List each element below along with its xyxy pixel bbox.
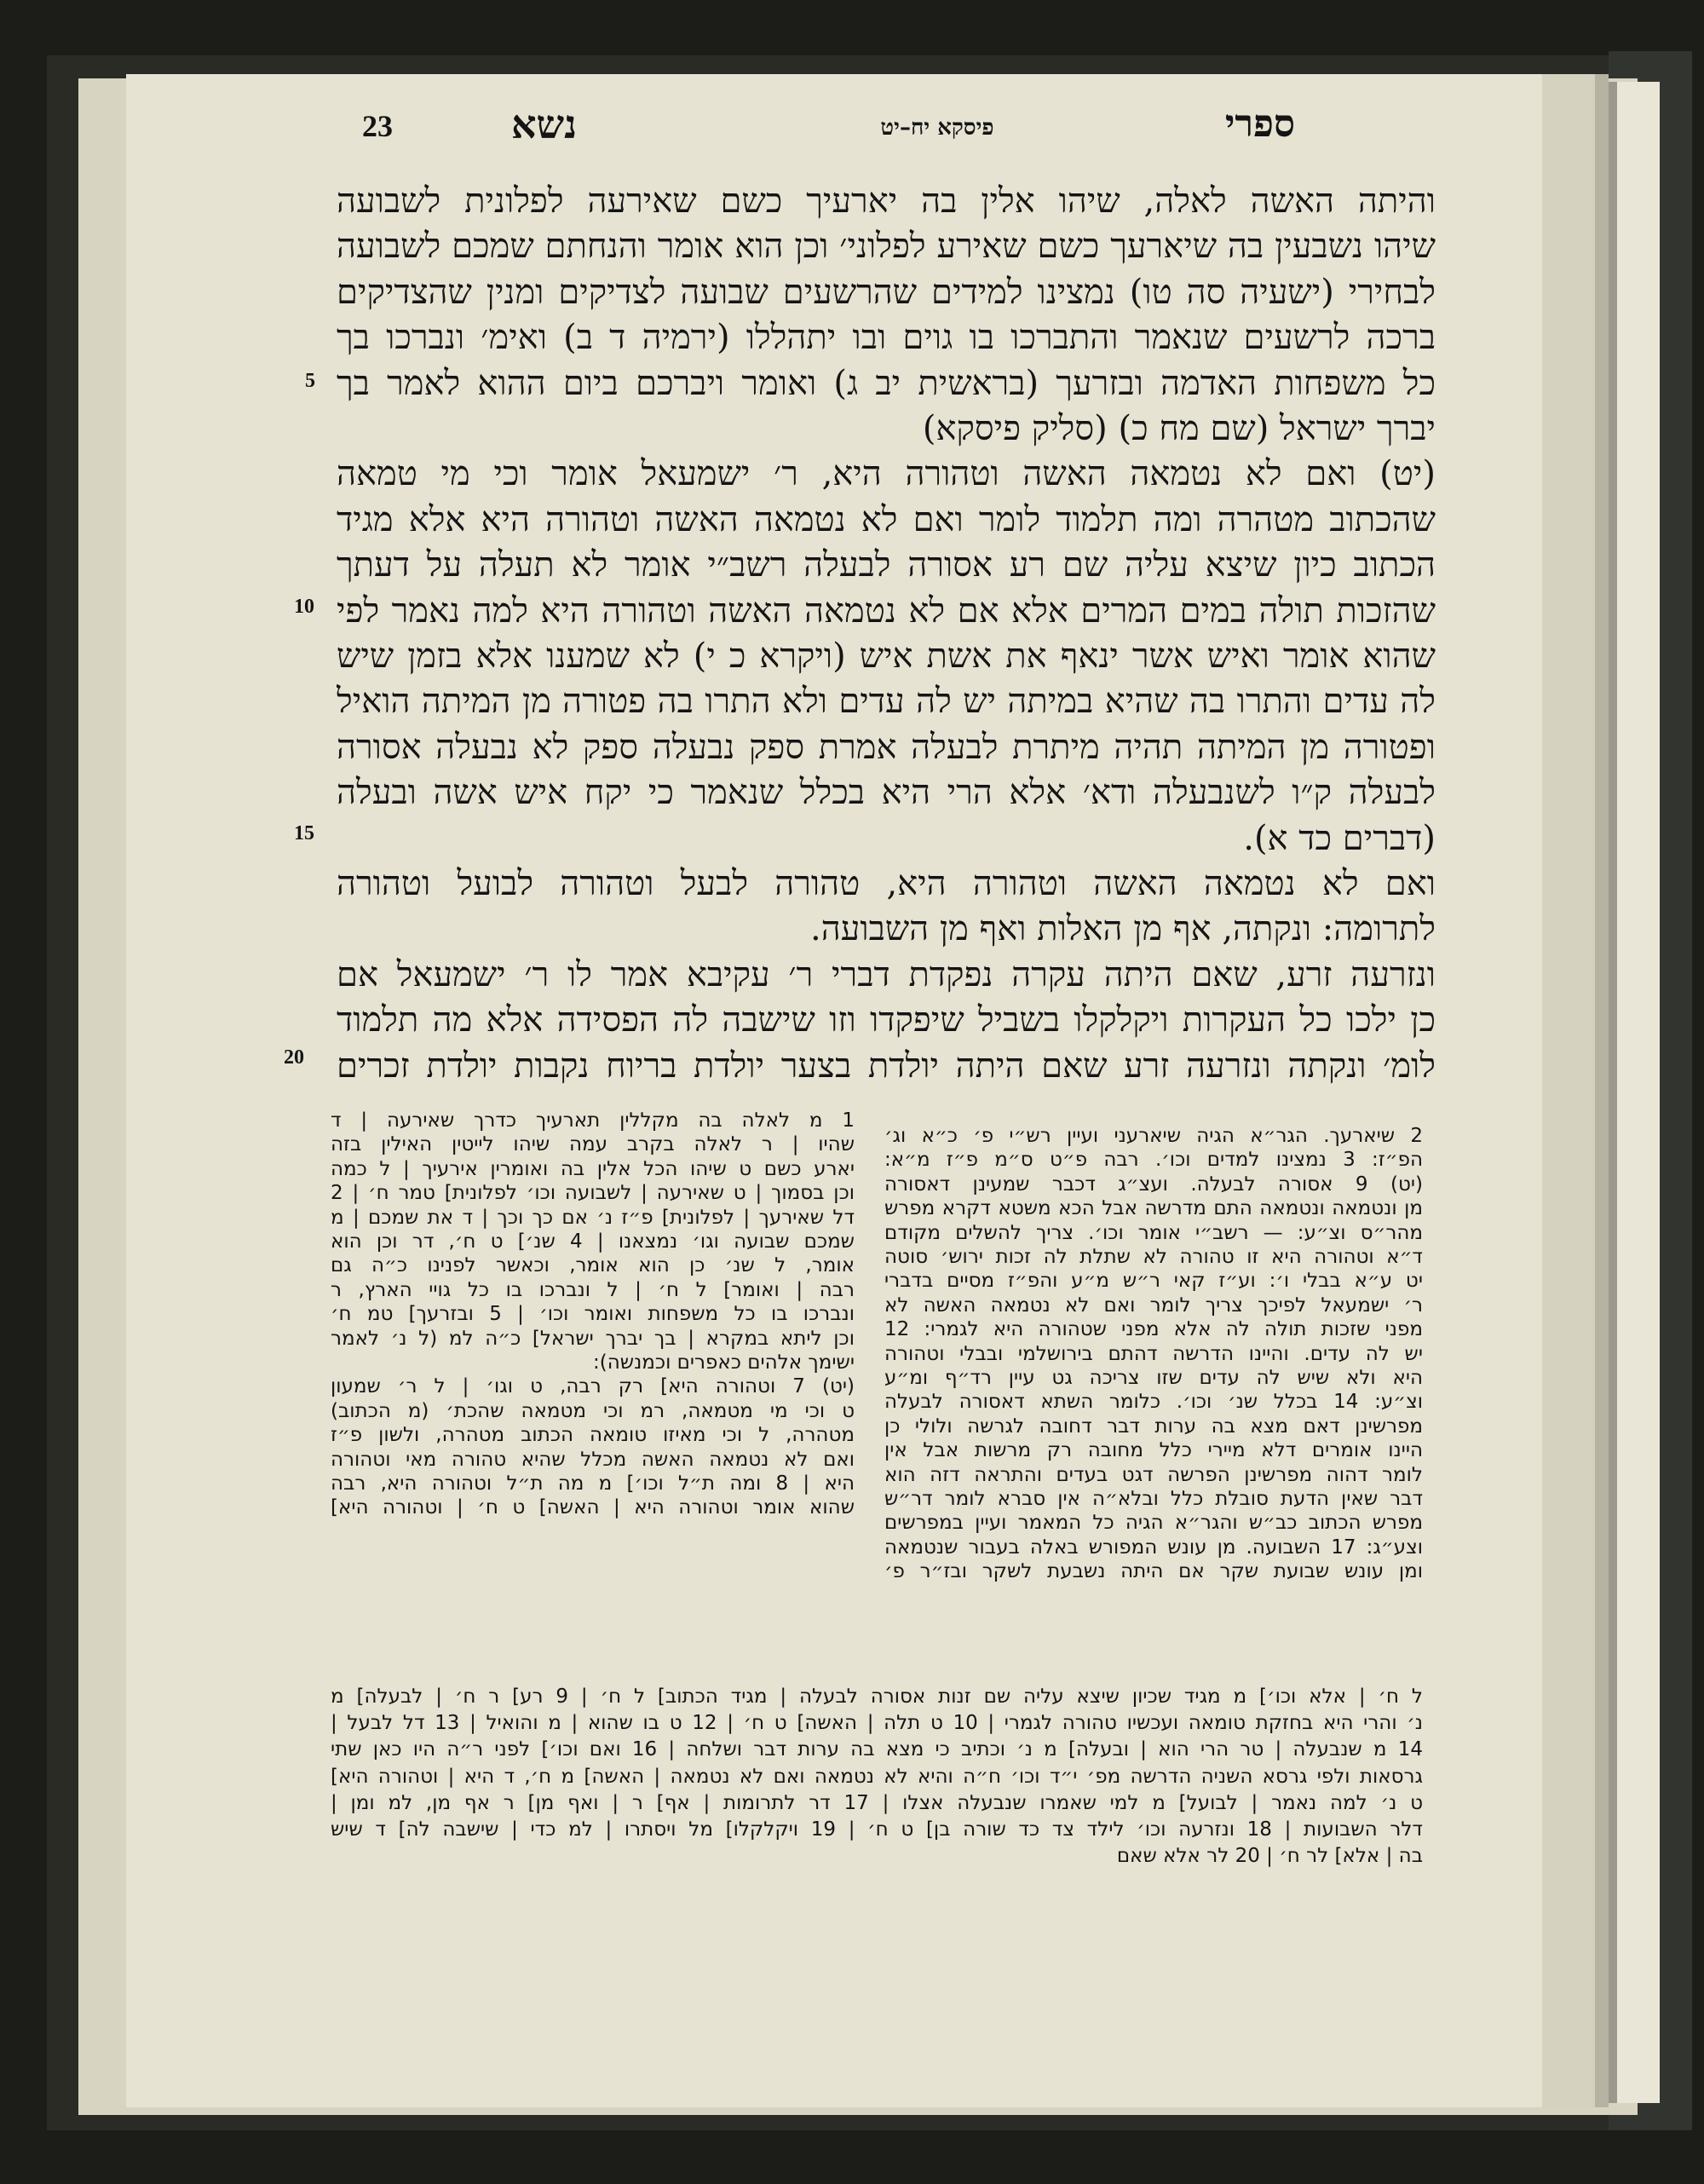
footnote-line: (יט) 7 וטהורה היא] רק רבה, ט וגו׳ | ל ר׳ שמעון	[331, 1375, 855, 1398]
main-text-line: לומ׳ ונקתה ונזרעה זרע שאם היתה יולדת בצער יולדת בריוח נקבות יולדת זכרים	[337, 1046, 1436, 1086]
main-text-line: (דברים כד א).	[1243, 818, 1436, 858]
footnote-line: יט ע״א בבלי ו׳: וע״ז קאי ר״ש מ״ע והפ״ז מסיים בדברי	[884, 1270, 1423, 1293]
footnote-line: יש לה עדים. והיינו הדרשה דהתם בירושלמי ובבלי וטהורה	[884, 1342, 1423, 1365]
main-text-line: ונזרעה זרע, שאם היתה עקרה נפקדת דברי ר׳ עקיבא אמר לו ר׳ ישמעאל אם	[337, 954, 1436, 994]
footnote-line: ט וכי מי מטמאה, רמ וכי מטמאה שהכת׳ (מ הכתוב)	[331, 1399, 855, 1422]
main-text-line: (יט) ואם לא נטמאה האשה וטהורה היא, ר׳ ישמעאל אומר וכי מי טמאה	[337, 454, 1436, 494]
footnote-line: שהוא אומר וטהורה היא | האשה] ט ח׳ | וטהורה היא]	[331, 1496, 855, 1519]
main-text-line: לבחירי (ישעיה סה טו) נמצינו למידים שהרשעים שבועה לצדיקים ומנין שהצדיקים	[337, 272, 1436, 312]
main-text-line: שהזכות תולה במים המרים אלא אם לא נטמאה האשה וטהורה היא למה נאמר לפי	[337, 591, 1436, 631]
variant-note-line: דלר השבועות | 18 ונזרעה וכו׳ לילד צד כד שורה בן] ט ח׳ | 19 ויקלקלו] מל ויסתרו | למ כדי | שישבה לה] ד שיש	[331, 1818, 1423, 1841]
main-text-line: ופטורה מן המיתה תהיה מיתרת לבעלה אמרת ספק נבעלה ספק לא נבעלה אסורה	[337, 727, 1436, 767]
section-heading: פיסקא יח–יט	[880, 115, 994, 141]
main-text-line: לתרומה: ונקתה, אף מן האלות ואף מן השבועה.	[809, 909, 1436, 949]
page-number: 23	[362, 109, 393, 143]
footnote-line: 2 שיארעך. הגר״א הגיה שיארעני ועיין רש״י פ׳ כ״א וג׳	[884, 1125, 1423, 1147]
main-text-line: כל משפחות האדמה ובזרעך (בראשית יב ג) ואומר ויברכם ביום ההוא לאמר בך	[337, 363, 1436, 403]
variant-note-line: נ׳ והרי היא בחזקת טומאה ועכשיו טהורה לגמרי | 10 ט תלה | האשה] ט ח׳ | 12 ט בו שהוא | מ והואיל | 13 דל לבעל |	[331, 1712, 1423, 1735]
main-text-line: שהוא אומר ואיש אשר ינאף את אשת איש (ויקרא כ י) לא שמענו אלא בזמן שיש	[337, 637, 1436, 676]
footnote-line: וצע״ג: 17 השבועה. מן עונש המפורש באלה בעבור שנטמאה	[884, 1536, 1423, 1559]
footnote-line: ומן עונש שבועת שקר אם היתה נשבעת לשקר ובז״ר פ׳	[884, 1560, 1423, 1583]
variant-note-line: ט נ׳ למה נאמר | לבועל] מ למי שאמרו שנבעלה אצלו | 17 דר לתרומות | אף] ר | ואף מן] ר אף מן, למ ומן |	[331, 1791, 1423, 1814]
footnote-line: רבה | ואומר] ל ח׳ | ל ונברכו בו כל גויי הארץ, ר	[331, 1278, 855, 1301]
parsha-title: נשא	[511, 101, 578, 147]
main-text-line: לבעלה ק״ו לשנבעלה ודא׳ אלא הרי היא בכלל שנאמר כי יקח איש אשה ובעלה	[337, 773, 1436, 813]
footnote-line: לומר דהוה מפרשינן הפרשה דגט בעדים והתראה דזה הוא	[884, 1463, 1423, 1486]
variant-note-line: גרסאות ולפי גרסא השניה הדרשה מפ׳ י״ד וכו׳ ח״ה והיא לא נטמאה ואם לא נטמאה | האשה] מ ח׳, ד היא | וטהורה היא]	[331, 1765, 1423, 1788]
main-text-line: שיהו נשבעין בה שיארעך כשם שאירע לפלוני׳ וכן הוא אומר והנחתם שמכם לשבועה	[337, 227, 1436, 267]
footnote-line: ונברכו בו כל משפחות ואומר וכו׳ | 5 ובזרעך] טמ ח׳	[331, 1303, 855, 1326]
line-number-5: 5	[305, 370, 315, 392]
facing-page-sliver	[1617, 82, 1660, 2103]
variant-note-line: בה | אלא] לר ח׳ | 20 לר אלא שאם	[1116, 1845, 1423, 1868]
footnote-line: וכן בסמוך | ט שאירעה | לשבועה וכו׳ לפלונית] טמר ח׳ | 2	[331, 1182, 855, 1205]
footnote-line: מפרש הכתוב כב״ש והגר״א הגיה כל המאמר ועיין במפרשים	[884, 1512, 1423, 1535]
footnote-line: מן ונטמאה ונטמאה התם מדרשה אבל הכא משטא דקרא מפרש	[884, 1197, 1423, 1220]
footnote-line: יארע כשם ט שיהו הכל אלין בה ואומרין אירעיך | ל כמה	[331, 1157, 855, 1180]
footnote-line: ישימך אלהים כאפרים וכמנשה):	[593, 1351, 855, 1374]
footnote-line: ואם לא נטמאה האשה מכלל שהיא טהורה מאי וטהורה	[331, 1448, 855, 1471]
footnote-line: דל שאירעך | לפלונית] פ״ז נ׳ אם כך וכך | ד את שמכם | מ	[331, 1206, 855, 1229]
footnote-line: היא | 8 ומה ת״ל וכו׳] מ מה ת״ל וטהורה היא, רבה	[331, 1472, 855, 1495]
line-number-15: 15	[294, 822, 314, 844]
main-text-line: ברכה לרשעים שנאמר והתברכו בו גוים ובו יתהללו (ירמיה ד ב) ואימ׳ ונברכו בך	[337, 318, 1436, 358]
footnote-line: היא ולא שיש לה עדים שזו צריכה גט עיין רד״ף ומ״ע	[884, 1367, 1423, 1389]
footnote-line: מהר״ס וצ״ע: — רשב״י אומר וכו׳. צריך להשלים מקודם	[884, 1221, 1423, 1244]
footnote-line: שמכם שבועה וגו׳ נמצאנו | 4 שנ׳] ט ח׳, דר וכן הוא	[331, 1230, 855, 1253]
footnote-line: מפני שזכות תולה לה אלא מפני שטהורה היא לגמרי: 12	[884, 1318, 1423, 1341]
main-text-line: כן ילכו כל העקרות ויקלקלו בשביל שיפקדו וזו שישבה לה הפסידה אלא מה תלמוד	[337, 1000, 1436, 1040]
line-number-10: 10	[294, 596, 314, 618]
main-text-line: שהכתוב מטהרה ומה תלמוד לומר ואם לא נטמאה האשה וטהורה היא אלא מגיד	[337, 499, 1436, 539]
main-text-line: והיתה האשה לאלה, שיהו אלין בה יארעיך כשם שאירעה לפלונית לשבועה	[337, 182, 1436, 221]
variant-note-line: ל ח׳ | אלא וכו׳] מ מגיד שכיון שיצא עליה שם זנות אסורה לבעלה | מגיד הכתוב] ל ח׳ | 9 רע] ר ח׳ | לבעלה] מ	[331, 1686, 1423, 1708]
footnote-line: הפ״ז: 3 נמצינו למדים וכו׳. רבה פ״ט ס״מ פ״ז מ״א:	[884, 1149, 1423, 1172]
footnote-line: דבר שאין הדעת סובלת כלל ובלא״ה אין סברא לומר דר״ש	[884, 1488, 1423, 1510]
main-text-line: יברך ישראל (שם מח כ) (סליק פיסקא)	[922, 409, 1436, 448]
footnote-line: 1 מ לאלה בה מקללין תארעיך כדרך שאירעה | ד	[331, 1109, 855, 1132]
footnote-line: וכן ליתא במקרא | בך יברך ישראל] כ״ה למ (ל נ׳ לאמר	[331, 1327, 855, 1350]
footnote-line: ד״א וטהורה היא זו טהורה לא שתלת לה זכות ירוש׳ סוטה	[884, 1246, 1423, 1268]
footnote-line: וצ״ע: 14 בכלל שנ׳ וכו׳. כלומר השתא דאסורה לבעלה	[884, 1391, 1423, 1414]
footnote-line: היינו אומרים דלא מיירי כלל מחובה רק מרשות אבל אין	[884, 1439, 1423, 1462]
footnote-line: מטהרה, ל וכי מאיזו טומאה הכתוב מטהרה, ולשון פ״ז	[331, 1424, 855, 1447]
variant-note-line: 14 מ שנבעלה | טר הרי הוא | ובעלה] מ נ׳ וכתיב כי מצא בה ערות דבר ושלחה | 16 ואם וכו׳] לפני ר״ה היו כאן שתי	[331, 1738, 1423, 1761]
gutter-shadow	[1595, 74, 1609, 2107]
footnote-line: שהיו | ר לאלה בקרב עמה שיהו לייטין האילין בזה	[331, 1133, 855, 1156]
footnote-line: ר׳ ישמעאל לפיכך צריך לומר ואם לא נטמאה האשה לא	[884, 1294, 1423, 1317]
footnote-line: מפרשינן דאם מצא בה ערות דבר דחובה לגרשה ולולי כן	[884, 1415, 1423, 1438]
main-text-line: ואם לא נטמאה האשה וטהורה היא, טהורה לבעל וטהורה לבועל וטהורה	[337, 864, 1436, 903]
main-text-line: הכתוב כיון שיצא עליה שם רע אסורה לבעלה רשב״י אומר לא תעלה על דעתך	[337, 545, 1436, 585]
footnote-line: (יט) 9 אסורה לבעלה. ועצ״ג דכבר שמעינן דאסורה	[884, 1173, 1423, 1196]
facing-page-gutter	[1609, 82, 1617, 2103]
main-text-line: לה עדים והתרו בה שהיא במיתה יש לה עדים ולא התרו בה פטורה מן המיתה הואיל	[337, 682, 1436, 722]
line-number-20: 20	[284, 1046, 304, 1069]
footnote-line: אומר, ל שנ׳ כן הוא אומר, וכאשר לפנינו כ״ה גם	[331, 1254, 855, 1277]
book-title: ספרי	[1224, 102, 1295, 146]
